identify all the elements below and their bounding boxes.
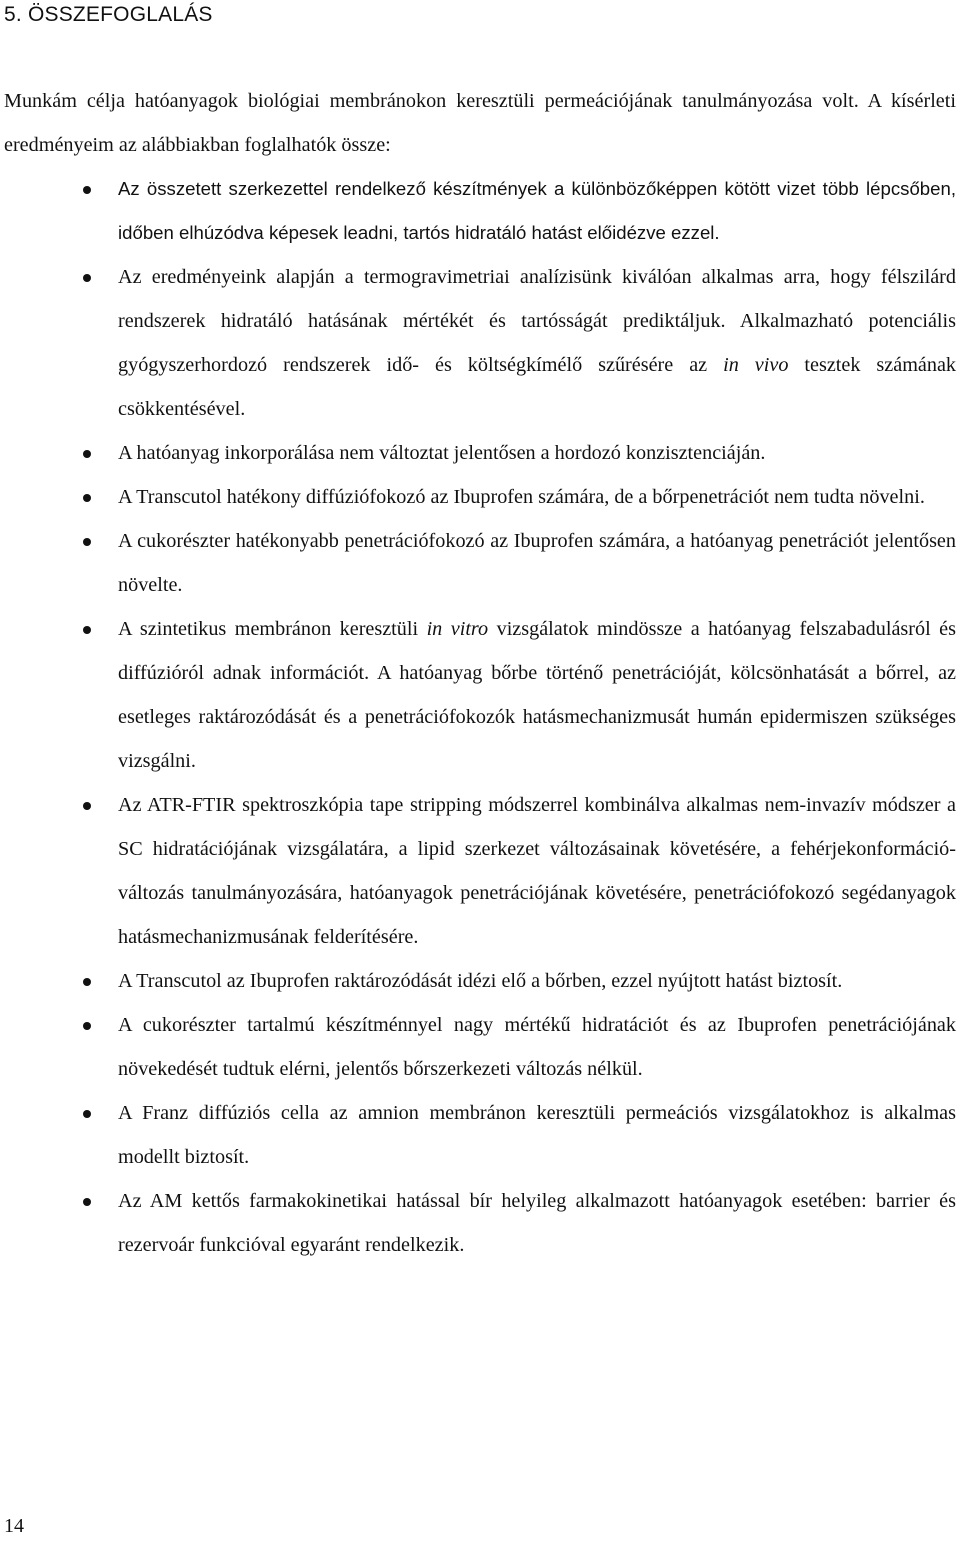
bullet-icon bbox=[83, 626, 91, 634]
bullet-icon bbox=[83, 1198, 91, 1206]
bullet-item-10 bbox=[4, 1091, 956, 1179]
bullet-text: Az összetett szerkezettel rendelkező készítmények a különbözőképpen kötött vizet több lépcsőben, időben elhúzódva képesek leadni, tartós hidratáló hatást előidézve ezzel. bbox=[118, 178, 956, 243]
bullet-text-start: A szintetikus membránon keresztüli bbox=[118, 618, 419, 640]
bullet-icon bbox=[83, 1022, 91, 1030]
bullet-text: A Transcutol hatékony diffúziófokozó az Ibuprofen számára, de a bőrpenetrációt nem tudta növelni. bbox=[118, 486, 925, 508]
bullet-text: vizsgálatok mindössze a hatóanyag felszabadulásról és diffúzióról adnak információt. A hatóanyag bőrbe történő penetrációját, kölcsönhatását a bőrrel, az esetleges raktározódását és a penetrációfokozók hatásmechanizmusát humán epidermiszen szükséges vizsgálni. bbox=[118, 618, 956, 772]
bullet-item-7 bbox=[4, 783, 956, 959]
bullet-text: A hatóanyag inkorporálása nem változtat jelentősen a hordozó konzisztenciáján. bbox=[118, 442, 766, 464]
bullet-emphasis: in vivo bbox=[723, 354, 789, 376]
bullet-icon bbox=[83, 1110, 91, 1118]
page-number: 14 bbox=[4, 1515, 24, 1537]
bullet-icon bbox=[83, 538, 91, 546]
bullet-icon bbox=[83, 186, 91, 194]
bullet-emphasis: in vitro bbox=[426, 618, 489, 640]
bullet-item-1 bbox=[4, 167, 956, 255]
bullet-item-3 bbox=[4, 431, 956, 475]
intro-paragraph: Munkám célja hatóanyagok biológiai membránokon keresztüli permeációjának tanulmányozása volt. A kísérleti eredményeim az alábbiakban foglalhatók össze: bbox=[4, 90, 956, 156]
bullet-item-6 bbox=[4, 607, 956, 783]
bullet-text: Az ATR-FTIR spektroszkópia tape stripping módszerrel kombinálva alkalmas nem-invazív módszer a SC hidratációjának vizsgálatára, a lipid szerkezet változásainak követésére, a fehérjekonformáció-változás tanulmányozására, hatóanyagok penetrációjának követésére, penetrációfokozó segédanyagok hatásmechanizmusának felderítésére. bbox=[118, 794, 956, 948]
bullet-icon bbox=[83, 978, 91, 986]
bullet-item-9 bbox=[4, 1003, 956, 1091]
bullet-item-2 bbox=[4, 255, 956, 431]
bullet-item-11 bbox=[4, 1179, 956, 1267]
document-body bbox=[4, 79, 956, 1267]
bullet-text: A Franz diffúziós cella az amnion membránon keresztüli permeációs vizsgálatokhoz is alkalmas modellt biztosít. bbox=[118, 1102, 956, 1168]
bullet-text: A cukorészter hatékonyabb penetrációfokozó az Ibuprofen számára, a hatóanyag penetrációt jelentősen növelte. bbox=[118, 530, 956, 596]
bullet-icon bbox=[83, 802, 91, 810]
section-heading: 5. ÖSSZEFOGLALÁS bbox=[4, 3, 213, 26]
bullet-text: A cukorészter tartalmú készítménnyel nagy mértékű hidratációt és az Ibuprofen penetrációjának növekedését tudtuk elérni, jelentős bőrszerkezeti változás nélkül. bbox=[118, 1014, 956, 1080]
bullet-text: Az eredményeink alapján a termogravimetriai analízisünk kiválóan alkalmas arra, hogy félszilárd rendszerek hidratáló hatásának mértékét és tartósságát prediktáljuk. Alkalmazható potenciális gyógyszerhordozó rendszerek idő- és költségkímélő szűrésére az bbox=[118, 266, 956, 376]
bullet-text: A Transcutol az Ibuprofen raktározódását idézi elő a bőrben, ezzel nyújtott hatást biztosít. bbox=[118, 970, 843, 992]
bullet-item-8 bbox=[4, 959, 956, 1003]
bullet-text: Az AM kettős farmakokinetikai hatással bír helyileg alkalmazott hatóanyagok esetében: barrier és rezervoár funkcióval egyaránt rendelkezik. bbox=[118, 1190, 956, 1256]
bullet-item-5 bbox=[4, 519, 956, 607]
bullet-item-4 bbox=[4, 475, 956, 519]
bullet-icon bbox=[83, 450, 91, 458]
bullet-icon bbox=[83, 274, 91, 282]
bullet-text-end: tesztek számának csökkentésével. bbox=[118, 354, 957, 420]
bullet-icon bbox=[83, 494, 91, 502]
summary-bullet-list bbox=[4, 167, 956, 1267]
